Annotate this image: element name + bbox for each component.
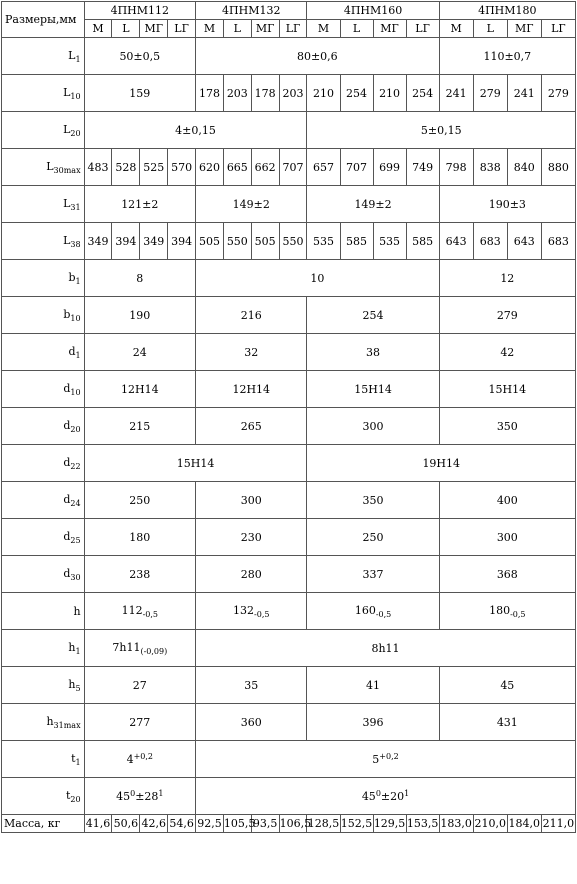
table-cell: 300 (196, 482, 307, 519)
table-cell: 110±0,7 (439, 38, 575, 75)
table-cell: 241 (439, 75, 473, 112)
table-cell: 585 (406, 223, 439, 260)
table-row (2, 75, 576, 112)
table-row (2, 741, 576, 778)
table-cell: 250 (307, 519, 439, 556)
table-cell: 250 (84, 482, 195, 519)
table-cell: 238 (84, 556, 195, 593)
table-cell: 840 (507, 149, 541, 186)
table-cell: 149±2 (196, 186, 307, 223)
table-cell: $7h11_{(-0,09)}$ (84, 630, 195, 667)
table-cell: 665 (223, 149, 251, 186)
table-cell: 190 (84, 297, 195, 334)
mass-value: 41,6 (84, 815, 112, 833)
table-cell: $5^{+0,2}$ (196, 741, 576, 778)
table-cell: 620 (196, 149, 224, 186)
mass-value: 183,0 (439, 815, 473, 833)
mass-value: 42,6 (140, 815, 168, 833)
table-cell: 277 (84, 704, 195, 741)
table-cell: 483 (84, 149, 112, 186)
table-row (2, 149, 576, 186)
table-cell: 50±0,5 (84, 38, 195, 75)
table-cell: 400 (439, 482, 575, 519)
row-label: $d_{20}$ (2, 408, 85, 445)
table-cell: 368 (439, 556, 575, 593)
row-label: $L_{10}$ (2, 75, 85, 112)
table-cell: $132_{-0,5}$ (196, 593, 307, 630)
row-label: $t_1$ (2, 741, 85, 778)
table-row (2, 667, 576, 704)
row-label: $d_{10}$ (2, 371, 85, 408)
row-label: $d_1$ (2, 334, 85, 371)
table-cell: 337 (307, 556, 439, 593)
table-cell: 180 (84, 519, 195, 556)
table-cell: $160_{-0,5}$ (307, 593, 439, 630)
table-cell: 5±0,15 (307, 112, 576, 149)
table-cell: 279 (473, 75, 507, 112)
table-row (2, 519, 576, 556)
table-cell: 265 (196, 408, 307, 445)
model-header: 4ПНМ180 (439, 2, 575, 20)
variant-header: М (196, 20, 224, 38)
mass-label: Масса, кг (2, 815, 85, 833)
mass-value: 93,5 (251, 815, 279, 833)
row-label: $L_{38}$ (2, 223, 85, 260)
table-cell: 279 (541, 75, 575, 112)
variant-header: М (307, 20, 340, 38)
table-cell: 15H14 (439, 371, 575, 408)
table-row (2, 408, 576, 445)
mass-value: 128,5 (307, 815, 340, 833)
table-cell: 216 (196, 297, 307, 334)
table-cell: 394 (112, 223, 140, 260)
table-cell: 203 (279, 75, 307, 112)
mass-value: 210,0 (473, 815, 507, 833)
table-cell: 12 (439, 260, 575, 297)
table-cell: 349 (84, 223, 112, 260)
variant-header: МГ (140, 20, 168, 38)
table-cell: 643 (507, 223, 541, 260)
table-cell: 662 (251, 149, 279, 186)
table-cell: 24 (84, 334, 195, 371)
table-cell: 149±2 (307, 186, 439, 223)
table-row (2, 445, 576, 482)
table-row (2, 704, 576, 741)
mass-row (2, 815, 576, 833)
row-label: $h_{31max}$ (2, 704, 85, 741)
variant-header: МГ (507, 20, 541, 38)
row-label: $L_{30max}$ (2, 149, 85, 186)
table-row (2, 630, 576, 667)
table-cell: 32 (196, 334, 307, 371)
table-cell: 550 (223, 223, 251, 260)
mass-value: 50,6 (112, 815, 140, 833)
table-cell: 279 (439, 297, 575, 334)
row-label: $t_{20}$ (2, 778, 85, 815)
variant-header: LГ (279, 20, 307, 38)
table-cell: 80±0,6 (196, 38, 440, 75)
table-cell: 360 (196, 704, 307, 741)
table-cell: 550 (279, 223, 307, 260)
variant-header: L (223, 20, 251, 38)
header-row-variants (2, 20, 576, 38)
variant-header: LГ (541, 20, 575, 38)
table-cell: 19H14 (307, 445, 576, 482)
variant-header: М (439, 20, 473, 38)
mass-value: 211,0 (541, 815, 575, 833)
table-cell: 505 (196, 223, 224, 260)
table-cell: 45 (439, 667, 575, 704)
table-row (2, 38, 576, 75)
table-cell: 190±3 (439, 186, 575, 223)
row-label: $d_{25}$ (2, 519, 85, 556)
variant-header: МГ (251, 20, 279, 38)
mass-value: 92,5 (196, 815, 224, 833)
table-cell: 210 (373, 75, 406, 112)
table-cell: 280 (196, 556, 307, 593)
table-cell: 42 (439, 334, 575, 371)
model-header: 4ПНМ160 (307, 2, 439, 20)
table-cell: 41 (307, 667, 439, 704)
corner-header: Размеры,мм (2, 2, 85, 38)
table-row (2, 334, 576, 371)
table-cell: 707 (340, 149, 373, 186)
table-cell: 528 (112, 149, 140, 186)
table-cell: 880 (541, 149, 575, 186)
table-row (2, 371, 576, 408)
table-cell: 10 (196, 260, 440, 297)
table-cell: 394 (168, 223, 196, 260)
mass-value: 54,6 (168, 815, 196, 833)
table-row (2, 260, 576, 297)
row-label: $L_{20}$ (2, 112, 85, 149)
table-cell: 178 (251, 75, 279, 112)
table-cell: 643 (439, 223, 473, 260)
table-row (2, 778, 576, 815)
table-cell: 570 (168, 149, 196, 186)
table-cell: 300 (307, 408, 439, 445)
table-cell: 15H14 (307, 371, 439, 408)
table-cell: 38 (307, 334, 439, 371)
table-cell: 241 (507, 75, 541, 112)
table-cell: 585 (340, 223, 373, 260)
table-cell: 505 (251, 223, 279, 260)
table-cell: 12H14 (196, 371, 307, 408)
table-cell: 203 (223, 75, 251, 112)
table-cell: 27 (84, 667, 195, 704)
row-label: $b_1$ (2, 260, 85, 297)
table-row (2, 112, 576, 149)
table-row (2, 297, 576, 334)
table-cell: $4^{+0,2}$ (84, 741, 195, 778)
table-row (2, 186, 576, 223)
table-cell: 254 (340, 75, 373, 112)
table-cell: 535 (373, 223, 406, 260)
table-cell: $180_{-0,5}$ (439, 593, 575, 630)
mass-value: 153,5 (406, 815, 439, 833)
table-cell: 15H14 (84, 445, 307, 482)
table-cell: 683 (541, 223, 575, 260)
table-body (2, 38, 576, 833)
variant-header: М (84, 20, 112, 38)
table-cell: 8h11 (196, 630, 576, 667)
table-cell: 349 (140, 223, 168, 260)
mass-value: 105,5 (223, 815, 251, 833)
table-cell: 683 (473, 223, 507, 260)
variant-header: L (473, 20, 507, 38)
table-cell: 254 (307, 297, 439, 334)
table-row (2, 593, 576, 630)
table-cell: 749 (406, 149, 439, 186)
table-cell: 798 (439, 149, 473, 186)
row-label: $L_{31}$ (2, 186, 85, 223)
row-label: $d_{30}$ (2, 556, 85, 593)
table-cell: 254 (406, 75, 439, 112)
table-cell: 12H14 (84, 371, 195, 408)
table-cell: $45^0\pm 20^1$ (196, 778, 576, 815)
mass-value: 106,5 (279, 815, 307, 833)
table-cell: 396 (307, 704, 439, 741)
variant-header: МГ (373, 20, 406, 38)
table-cell: 210 (307, 75, 340, 112)
mass-value: 152,5 (340, 815, 373, 833)
table-cell: 525 (140, 149, 168, 186)
model-header: 4ПНМ112 (84, 2, 195, 20)
row-label: $h_5$ (2, 667, 85, 704)
table-cell: 300 (439, 519, 575, 556)
model-header: 4ПНМ132 (196, 2, 307, 20)
row-label: $L_1$ (2, 38, 85, 75)
mass-value: 184,0 (507, 815, 541, 833)
row-label: $d_{24}$ (2, 482, 85, 519)
table-cell: $45^0\pm 28^1$ (84, 778, 195, 815)
row-label: $h_1$ (2, 630, 85, 667)
table-cell: 230 (196, 519, 307, 556)
table-row (2, 223, 576, 260)
table-cell: 350 (307, 482, 439, 519)
table-cell: 699 (373, 149, 406, 186)
table-cell: 4±0,15 (84, 112, 307, 149)
row-label: $b_{10}$ (2, 297, 85, 334)
table-cell: 215 (84, 408, 195, 445)
row-label: h (2, 593, 85, 630)
table-row (2, 482, 576, 519)
dimensions-table (1, 1, 576, 833)
table-cell: 838 (473, 149, 507, 186)
row-label: $d_{22}$ (2, 445, 85, 482)
table-cell: 8 (84, 260, 195, 297)
variant-header: LГ (168, 20, 196, 38)
table-row (2, 556, 576, 593)
table-cell: 350 (439, 408, 575, 445)
table-cell: 657 (307, 149, 340, 186)
header-row-models (2, 2, 576, 20)
table-cell: $112_{-0,5}$ (84, 593, 195, 630)
variant-header: L (112, 20, 140, 38)
table-cell: 178 (196, 75, 224, 112)
table-cell: 121±2 (84, 186, 195, 223)
table-cell: 159 (84, 75, 195, 112)
table-cell: 707 (279, 149, 307, 186)
variant-header: LГ (406, 20, 439, 38)
mass-value: 129,5 (373, 815, 406, 833)
table-cell: 35 (196, 667, 307, 704)
variant-header: L (340, 20, 373, 38)
table-cell: 431 (439, 704, 575, 741)
table-cell: 535 (307, 223, 340, 260)
